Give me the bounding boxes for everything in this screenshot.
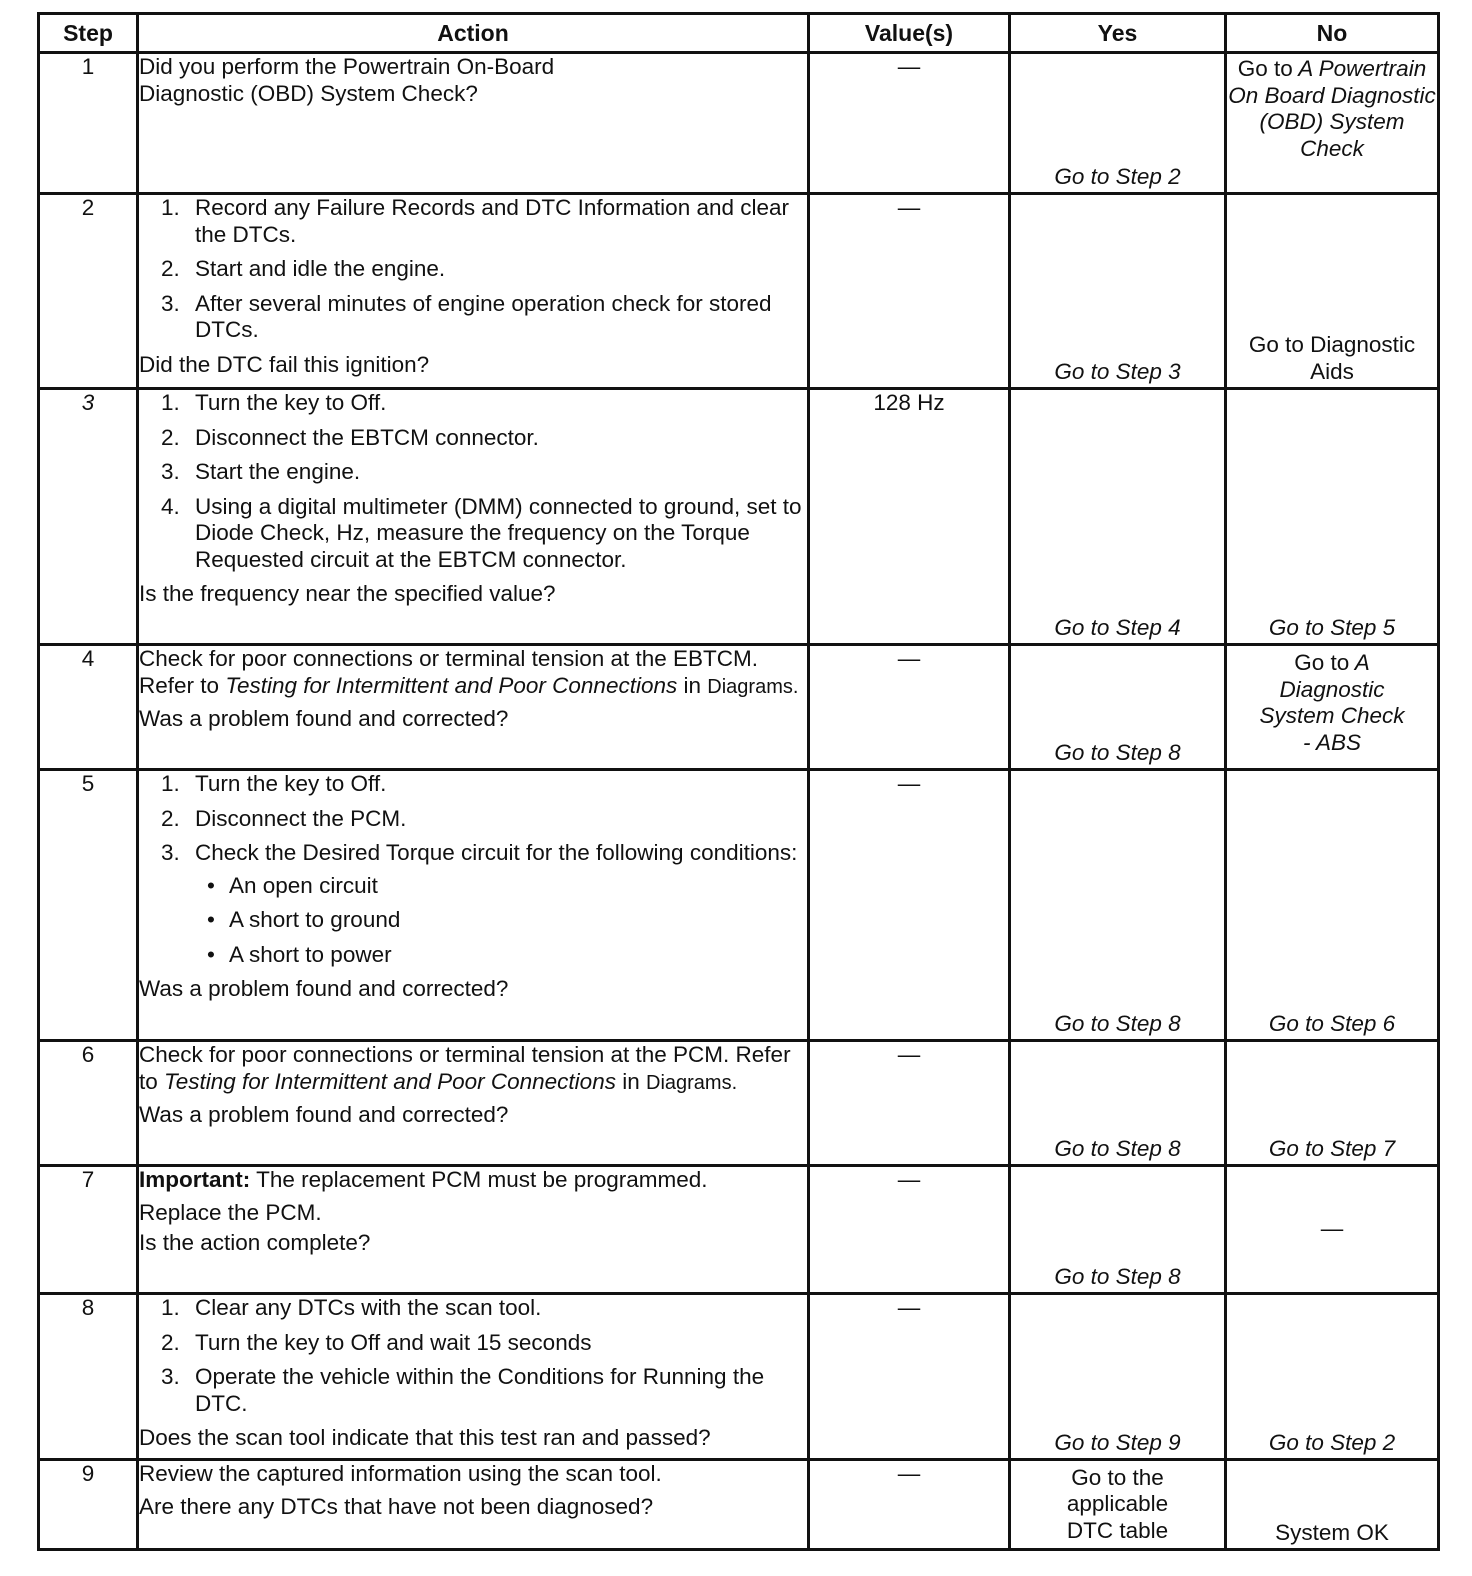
table-row [39, 53, 1439, 194]
no-link[interactable]: Go to Diagnostic Aids [1248, 332, 1416, 384]
list-item: 3. Operate the vehicle within the Conditions for Running the DTC. [161, 1364, 765, 1416]
step-number: 7 [39, 1166, 138, 1294]
list-item: • An open circuit [195, 873, 807, 900]
action-text: Review the captured information using the scan tool. [139, 1461, 662, 1486]
yes-cell [1010, 1166, 1226, 1294]
step-number: 1 [39, 53, 138, 194]
important-note: Important: The replacement PCM must be programmed. [139, 1167, 708, 1192]
action-cell [138, 645, 809, 770]
action-cell [138, 1460, 809, 1550]
yes-link[interactable]: Go to the applicable DTC table [1066, 1464, 1169, 1543]
procedure-list [139, 390, 807, 573]
list-item: • A short to ground [195, 907, 807, 934]
value-cell: 128 Hz [809, 389, 1010, 645]
yes-cell [1010, 645, 1226, 770]
list-item: 1. Turn the key to Off. [161, 390, 387, 415]
table-row [39, 1460, 1439, 1550]
action-cell [138, 1294, 809, 1460]
yes-cell [1010, 1294, 1226, 1460]
no-link[interactable]: Go to Step 2 [1268, 1429, 1396, 1455]
table-row [39, 1041, 1439, 1166]
no-cell: — [1226, 1166, 1439, 1294]
list-item: 1. Turn the key to Off. [161, 771, 387, 796]
list-item: 2. Disconnect the EBTCM connector. [161, 424, 539, 450]
yes-link[interactable]: Go to Step 8 [1054, 1135, 1181, 1161]
table-row [39, 1166, 1439, 1294]
no-link[interactable]: Go to A Diagnostic System Check - ABS [1259, 650, 1405, 755]
action-cell [138, 194, 809, 389]
value-cell: — [809, 1041, 1010, 1166]
yes-cell [1010, 389, 1226, 645]
action-text: Check for poor connections or terminal tension at the PCM. Refer to Testing for Intermittent and Poor Connections in Diagrams. [139, 1042, 791, 1094]
yes-link[interactable]: Go to Step 8 [1054, 739, 1181, 765]
no-cell [1226, 770, 1439, 1041]
table-row [39, 389, 1439, 645]
action-question: Was a problem found and corrected? [139, 1102, 509, 1127]
list-item: • A short to power [195, 942, 807, 969]
action-cell [138, 1166, 809, 1294]
value-cell: — [809, 1294, 1010, 1460]
action-question: Does the scan tool indicate that this test ran and passed? [139, 1425, 711, 1450]
list-item: 4. Using a digital multimeter (DMM) connected to ground, set to Diode Check, Hz, measure the frequency on the Torque Requested circuit at the EBTCM connector. [161, 493, 802, 572]
no-link[interactable]: Go to A Powertrain On Board Diagnostic (OBD) System Check [1228, 56, 1436, 161]
action-cell [138, 1041, 809, 1166]
step-number: 4 [39, 645, 138, 770]
yes-link[interactable]: Go to Step 8 [1054, 1263, 1181, 1289]
no-cell [1226, 389, 1439, 645]
action-text: Replace the PCM. [139, 1199, 322, 1225]
value-cell: — [809, 645, 1010, 770]
list-item: 1. Record any Failure Records and DTC Information and clear the DTCs. [161, 195, 790, 247]
header-action: Action [138, 14, 809, 53]
action-question: Did the DTC fail this ignition? [139, 351, 430, 377]
step-number: 3 [39, 389, 138, 645]
list-item: 3. Check the Desired Torque circuit for the following conditions: • An open circuit • A short to ground • A short to power [139, 840, 807, 968]
no-link[interactable]: System OK [1275, 1519, 1389, 1545]
table-row [39, 645, 1439, 770]
action-question: Is the action complete? [139, 1230, 371, 1255]
header-no: No [1226, 14, 1439, 53]
no-cell [1226, 645, 1439, 770]
action-question: Was a problem found and corrected? [139, 706, 509, 731]
value-cell: — [809, 770, 1010, 1041]
yes-cell [1010, 53, 1226, 194]
diagnostic-table [37, 12, 1440, 1551]
action-question: Is the frequency near the specified value? [139, 581, 556, 606]
no-link[interactable]: Go to Step 7 [1268, 1135, 1396, 1161]
action-cell [138, 389, 809, 645]
yes-link[interactable]: Go to Step 9 [1054, 1429, 1181, 1455]
value-cell: — [809, 1166, 1010, 1294]
condition-list [195, 873, 807, 969]
step-number: 5 [39, 770, 138, 1041]
yes-link[interactable]: Go to Step 2 [1054, 163, 1181, 189]
yes-link[interactable]: Go to Step 3 [1054, 358, 1181, 384]
yes-cell [1010, 770, 1226, 1041]
list-item: 2. Turn the key to Off and wait 15 seconds [161, 1329, 592, 1355]
yes-cell [1010, 1041, 1226, 1166]
list-item: 3. After several minutes of engine operation check for stored DTCs. [161, 290, 772, 342]
header-yes: Yes [1010, 14, 1226, 53]
step-number: 8 [39, 1294, 138, 1460]
step-number: 2 [39, 194, 138, 389]
value-cell: — [809, 53, 1010, 194]
list-item: 2. Start and idle the engine. [161, 256, 446, 281]
table-row [39, 194, 1439, 389]
header-values: Value(s) [809, 14, 1010, 53]
procedure-list [139, 195, 807, 344]
procedure-list [139, 771, 807, 968]
action-text: Did you perform the Powertrain On-Board Diagnostic (OBD) System Check? [139, 54, 555, 106]
action-cell [138, 53, 809, 194]
no-cell [1226, 194, 1439, 389]
step-number: 9 [39, 1460, 138, 1550]
no-cell [1226, 1294, 1439, 1460]
step-number: 6 [39, 1041, 138, 1166]
yes-link[interactable]: Go to Step 4 [1054, 614, 1181, 640]
action-question: Was a problem found and corrected? [139, 976, 509, 1001]
action-cell [138, 770, 809, 1041]
list-item: 2. Disconnect the PCM. [161, 805, 407, 831]
yes-link[interactable]: Go to Step 8 [1054, 1010, 1181, 1036]
value-cell: — [809, 194, 1010, 389]
no-cell [1226, 1460, 1439, 1550]
table-row [39, 1294, 1439, 1460]
header-step: Step [39, 14, 138, 53]
action-text: Check for poor connections or terminal tension at the EBTCM. Refer to Testing for Intermittent and Poor Connections in Diagrams. [139, 646, 799, 698]
header-row [39, 14, 1439, 53]
no-cell [1226, 53, 1439, 194]
yes-cell [1010, 194, 1226, 389]
list-item: 3. Start the engine. [161, 459, 361, 484]
action-question: Are there any DTCs that have not been diagnosed? [139, 1493, 654, 1519]
yes-cell [1010, 1460, 1226, 1550]
table-row [39, 770, 1439, 1041]
value-cell: — [809, 1460, 1010, 1550]
procedure-list [139, 1295, 807, 1417]
no-cell [1226, 1041, 1439, 1166]
no-link[interactable]: Go to Step 6 [1268, 1010, 1396, 1036]
list-item: 1. Clear any DTCs with the scan tool. [161, 1295, 542, 1320]
no-link[interactable]: Go to Step 5 [1268, 614, 1396, 640]
